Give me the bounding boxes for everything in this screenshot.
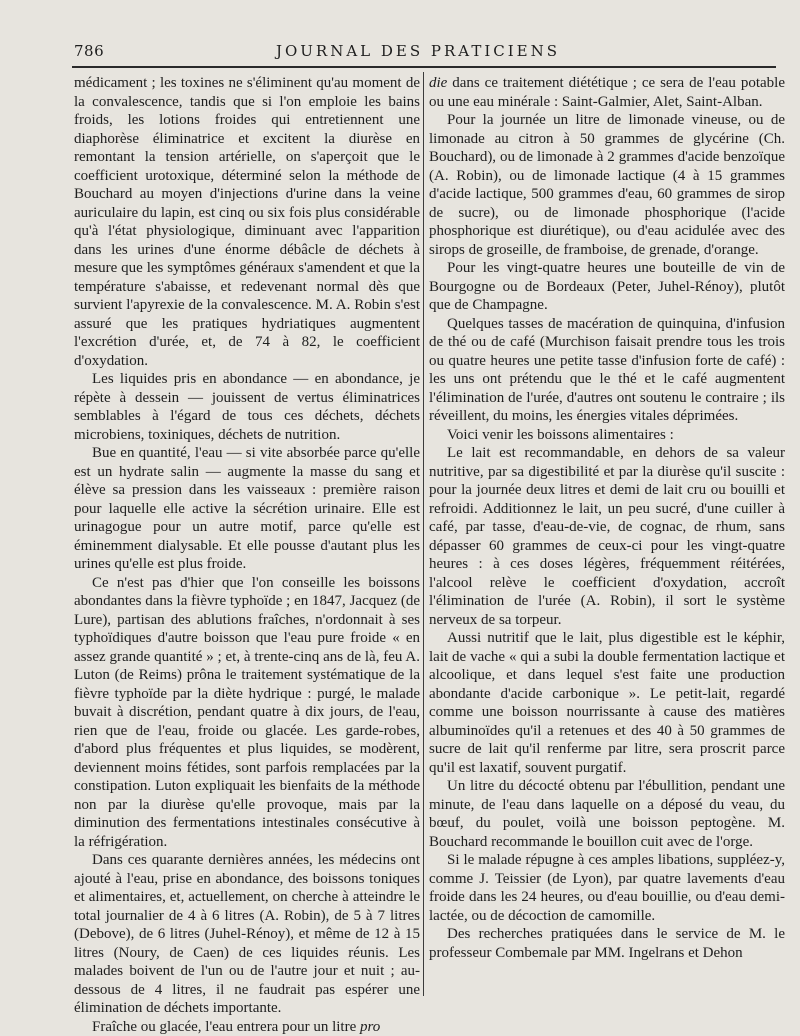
journal-title: JOURNAL DES PRATICIENS — [60, 42, 776, 60]
paragraph: Pour la journée un litre de limonade vineuse, ou de limonade au citron à 50 grammes de glycérine (Ch. Bouchard), ou de limonade à 2 grammes d'acide benzoïque (A. Robin), ou de limonade lactique (4 à 15 grammes d'acide lactique, 500 grammes d'eau, 60 grammes de sirop de sucre), ou de limonade phosphorique (l'acide phosphorique est diurétique), ou d'eau acidulée avec des sirops de groseille, de framboise, de grenade, d'orange. — [429, 111, 785, 259]
paragraph: Des recherches pratiquées dans le service de M. le professeur Combemale par MM. Ingelrans et Dehon — [429, 925, 785, 962]
right-column — [429, 74, 785, 996]
header-rule — [72, 66, 776, 68]
paragraph: Dans ces quarante dernières années, les médecins ont ajouté à l'eau, prise en abondance, des boissons toniques et alimentaires, et, actuellement, on cherche à atteindre le total journalier de 4 à 6 litres (A. Robin), de 5 à 7 litres (Debove), de 6 litres (Juhel-Rénoy), et même de 12 à 15 litres (Noury, de Caen) de ces liquides réunis. Les malades boivent de l'un ou de l'autre jour et nuit ; au-dessous de 4 litres, il ne faudrait pas espérer une élimination de déchets importante. — [74, 851, 420, 1018]
paragraph-text: dans ce traitement diététique ; ce sera de l'eau potable ou une eau minérale : Saint-Galmier, Alet, Saint-Alban. — [429, 75, 785, 110]
italic-word: pro — [360, 1019, 380, 1035]
paragraph: Aussi nutritif que le lait, plus digestible est le képhir, lait de vache « qui a subi la double fermentation lactique et alcoolique, et dans lequel s'est faite une production abondante d'acide carbonique ». Le petit-lait, regardé comme une boisson nourrissante à cause des matières albuminoïdes qu'il a retenues et des 40 à 50 grammes de sucre de lait qu'il renferme par litre, sera proscrit parce qu'il est laxatif, souvent purgatif. — [429, 629, 785, 777]
paragraph: Les liquides pris en abondance — en abondance, je répète à dessein — jouissent de vertus éliminatrices semblables à l'égard de tous ces déchets, déchets microbiens, toxiniques, déchets de nutrition. — [74, 370, 420, 444]
column-divider — [423, 72, 424, 996]
paragraph-continued — [74, 1018, 420, 1036]
italic-word: die — [429, 75, 447, 91]
paragraph: Bue en quantité, l'eau — si vite absorbée parce qu'elle est un hydrate salin — augmente la masse du sang et élève sa pression dans les vaisseaux : première raison pour laquelle elle active la sécrétion urinaire. Elle est urinagogue pour un autre motif, parce qu'elle est éminemment dialysable. Et elle pousse d'autant plus les urines qu'elle est plus froide. — [74, 444, 420, 574]
paragraph: Pour les vingt-quatre heures une bouteille de vin de Bourgogne ou de Bordeaux (Peter, Juhel-Rénoy), plutôt que de Champagne. — [429, 259, 785, 315]
paragraph-continuation — [429, 74, 785, 111]
paragraph: médicament ; les toxines ne s'éliminent qu'au moment de la convalescence, tandis que si l'on emploie les bains froids, les lotions froides qui entretiennent une diaphorèse éliminatrice et excitent la diurèse en remontant la tension artérielle, on s'aperçoit que le coefficient urotoxique, déterminé selon la méthode de Bouchard au moyen d'injections d'urine dans la veine auriculaire du lapin, est cinq ou six fois plus considérable qu'à l'état physiologique, diminuant avec l'apparition dans les urines d'une énorme débâcle de déchets à mesure que les symptômes généraux s'amendent et que la température s'abaisse, et redevenant normal dès que survient l'apyrexie de la convalescence. M. A. Robin s'est assuré que les pratiques hydriatiques augmentent l'excrétion d'urée, et, de 74 à 82, le coefficient d'oxydation. — [74, 74, 420, 370]
paragraph: Si le malade répugne à ces amples libations, suppléez-y, comme J. Teissier (de Lyon), par quatre lavements d'eau froide dans les 24 heures, ou d'eau bouillie, ou d'eau demi-lactée, ou de décoction de camomille. — [429, 851, 785, 925]
paragraph: Le lait est recommandable, en dehors de sa valeur nutritive, par sa digestibilité et par la diurèse qu'il suscite : pour la journée deux litres et demi de lait cru ou bouilli et refroidi. Additionnez le lait, un peu sucré, d'une cuiller à café, par tasse, d'eau-de-vie, de cognac, de rhum, sans dépasser 60 grammes de ceux-ci pour les vingt-quatre heures : à ces doses légères, fréquemment réitérées, l'alcool relève le coefficient d'oxydation, accroît l'élimination de l'urée (A. Robin), il sort le système nerveux de sa torpeur. — [429, 444, 785, 629]
paragraph: Ce n'est pas d'hier que l'on conseille les boissons abondantes dans la fièvre typhoïde ; en 1847, Jacquez (de Lure), partisan des ablutions fraîches, n'ordonnait à ses typhoïdiques d'autre boisson que l'eau pure froide « en assez grande quantité » ; et, à trente-cinq ans de là, feu A. Luton (de Reims) prôna le traitement systématique de la fièvre typhoïde par la diète hydrique : purgé, le malade buvait à discrétion, pendant quatre à dix jours, de l'eau, rien que de l'eau, froide ou glacée. Les garde-robes, d'abord plus fréquentes et plus liquides, se modèrent, deviennent moins fétides, sont parfois remplacées par la constipation. Luton expliquait les bienfaits de la méthode non par la diurèse qu'elle provoque, mais par la diminution des fermentations intestinales consécutive à la réfrigération. — [74, 574, 420, 852]
left-column — [74, 74, 420, 996]
paragraph: Un litre du décocté obtenu par l'ébullition, pendant une minute, de l'eau dans laquelle on a déposé du veau, du bœuf, du poulet, voilà une boisson peptogène. M. Bouchard recommande le bouillon cuit avec de l'orge. — [429, 777, 785, 851]
page-header — [60, 36, 776, 66]
paragraph-text: Fraîche ou glacée, l'eau entrera pour un litre — [92, 1019, 356, 1035]
page-number: 786 — [74, 42, 104, 60]
paragraph: Quelques tasses de macération de quinquina, d'infusion de thé ou de café (Murchison faisait prendre tous les trois ou quatre heures une petite tasse d'infusion forte de café) : les uns ont prétendu que le thé et le café augmentent l'élimination de l'urée, d'autres ont soutenu le contraire ; ils réveillent, du moins, les énergies vitales déprimées. — [429, 315, 785, 426]
paragraph: Voici venir les boissons alimentaires : — [429, 426, 785, 445]
